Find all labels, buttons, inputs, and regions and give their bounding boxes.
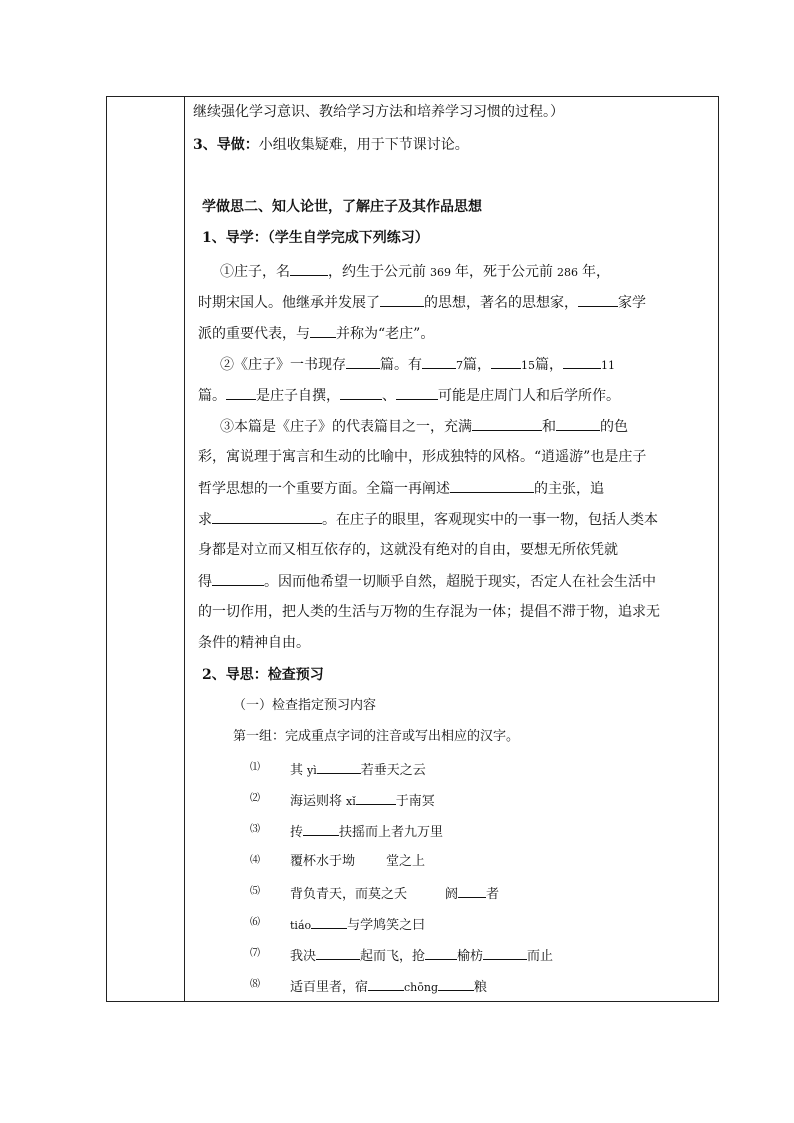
blank[interactable]: [563, 355, 601, 369]
item-5: 背负青天，而莫之夭 阏 者: [290, 884, 499, 904]
group1-instruction: 第一组：完成重点字词的注音或写出相应的汉字。: [233, 729, 520, 744]
p1-line3: 派的重要代表，与 并称为“老庄”。: [198, 326, 435, 342]
blank[interactable]: [425, 946, 457, 960]
table-column-divider: [184, 96, 185, 1002]
blank[interactable]: [438, 977, 474, 991]
p3-line6: 得 。因而他希望一切顺乎自然，超脱于现实，否定人在社会生活中: [198, 574, 656, 590]
item-2: 海运则将 xǐ 于南冥: [290, 791, 435, 811]
blank[interactable]: [212, 510, 322, 524]
p3-line7: 的一切作用，把人类的生活与万物的生存混为一体；提倡不滞于物，追求无: [198, 604, 660, 620]
item-4: 覆杯水于坳 堂之上: [290, 854, 426, 869]
check-heading: （一）检查指定预习内容: [233, 698, 377, 713]
blank[interactable]: [491, 355, 521, 369]
blank[interactable]: [226, 386, 256, 400]
dao-zuo-text: 小组收集疑难，用于下节课讨论。: [258, 137, 469, 153]
blank[interactable]: [290, 262, 328, 276]
item-number: ⑵: [250, 793, 260, 804]
daosi-label: 2、导思：检查预习: [202, 667, 324, 683]
blank[interactable]: [450, 479, 534, 493]
blank[interactable]: [458, 884, 486, 898]
p3-line1: ③本篇是《庄子》的代表篇目之一，充满 和 的色: [220, 419, 628, 435]
blank[interactable]: [346, 355, 380, 369]
item-number: ⑷: [250, 855, 260, 866]
blank[interactable]: [578, 293, 618, 307]
p2-line2: 篇。 是庄子自撰， 、 可能是庄周门人和后学所作。: [198, 388, 620, 404]
blank[interactable]: [317, 760, 361, 774]
p3-line8: 条件的精神自由。: [198, 635, 310, 651]
item-number: ⑻: [250, 979, 260, 990]
item-7: 我决 起而飞，抢 榆枋 而止: [290, 946, 553, 966]
item-8: 适百里者，宿 chōng 粮: [290, 977, 487, 997]
item-number: ⑴: [250, 762, 260, 773]
p3-line4: 求 。在庄子的眼里，客观现实中的一事一物，包括人类本: [198, 512, 658, 528]
p2-line1: ②《庄子》一书现存 篇。有 7篇， 15篇， 11: [220, 357, 615, 373]
blank[interactable]: [396, 386, 438, 400]
blank[interactable]: [311, 915, 347, 929]
item-6: tiáo 与学鸠笑之曰: [290, 915, 425, 935]
blank[interactable]: [316, 946, 360, 960]
item-1: 其 yì 若垂天之云: [290, 760, 426, 780]
blank[interactable]: [368, 977, 404, 991]
p3-line5: 身都是对立而又相互依存的，这就没有绝对的自由，要想无所依凭就: [198, 542, 618, 558]
item-number: ⑹: [250, 917, 260, 928]
section-heading: 学做思二、知人论世，了解庄子及其作品思想: [202, 199, 482, 215]
blank[interactable]: [483, 946, 527, 960]
p1-line2: 时期宋国人。他继承并发展了 的思想，著名的思想家， 家学: [198, 295, 646, 311]
blank[interactable]: [303, 822, 339, 836]
p3-line2: 彩，寓说理于寓言和生动的比喻中，形成独特的风格。“逍遥游”也是庄子: [198, 449, 647, 465]
blank[interactable]: [356, 791, 396, 805]
blank[interactable]: [380, 293, 424, 307]
blank[interactable]: [340, 386, 382, 400]
blank[interactable]: [472, 417, 542, 431]
blank[interactable]: [422, 355, 456, 369]
continued-text: 继续强化学习意识、教给学习方法和培养学习习惯的过程。）: [193, 104, 564, 120]
blank[interactable]: [212, 572, 264, 586]
item-3: 抟 扶摇而上者九万里: [290, 822, 443, 842]
p1-line1: ①庄子，名 ，约生于公元前 369 年，死于公元前 286 年，: [220, 264, 610, 280]
item-number: ⑶: [250, 824, 260, 835]
blank[interactable]: [556, 417, 600, 431]
p3-line3: 哲学思想的一个重要方面。全篇一再阐述 的主张，追: [198, 481, 604, 497]
dao-zuo-line: [193, 136, 469, 154]
daoxue-label: 1、导学：（学生自学完成下列练习）: [202, 230, 429, 246]
item-number: ⑺: [250, 948, 260, 959]
item-number: ⑸: [250, 886, 260, 897]
blank[interactable]: [310, 324, 336, 338]
dao-zuo-label: 3、导做：: [193, 137, 259, 153]
